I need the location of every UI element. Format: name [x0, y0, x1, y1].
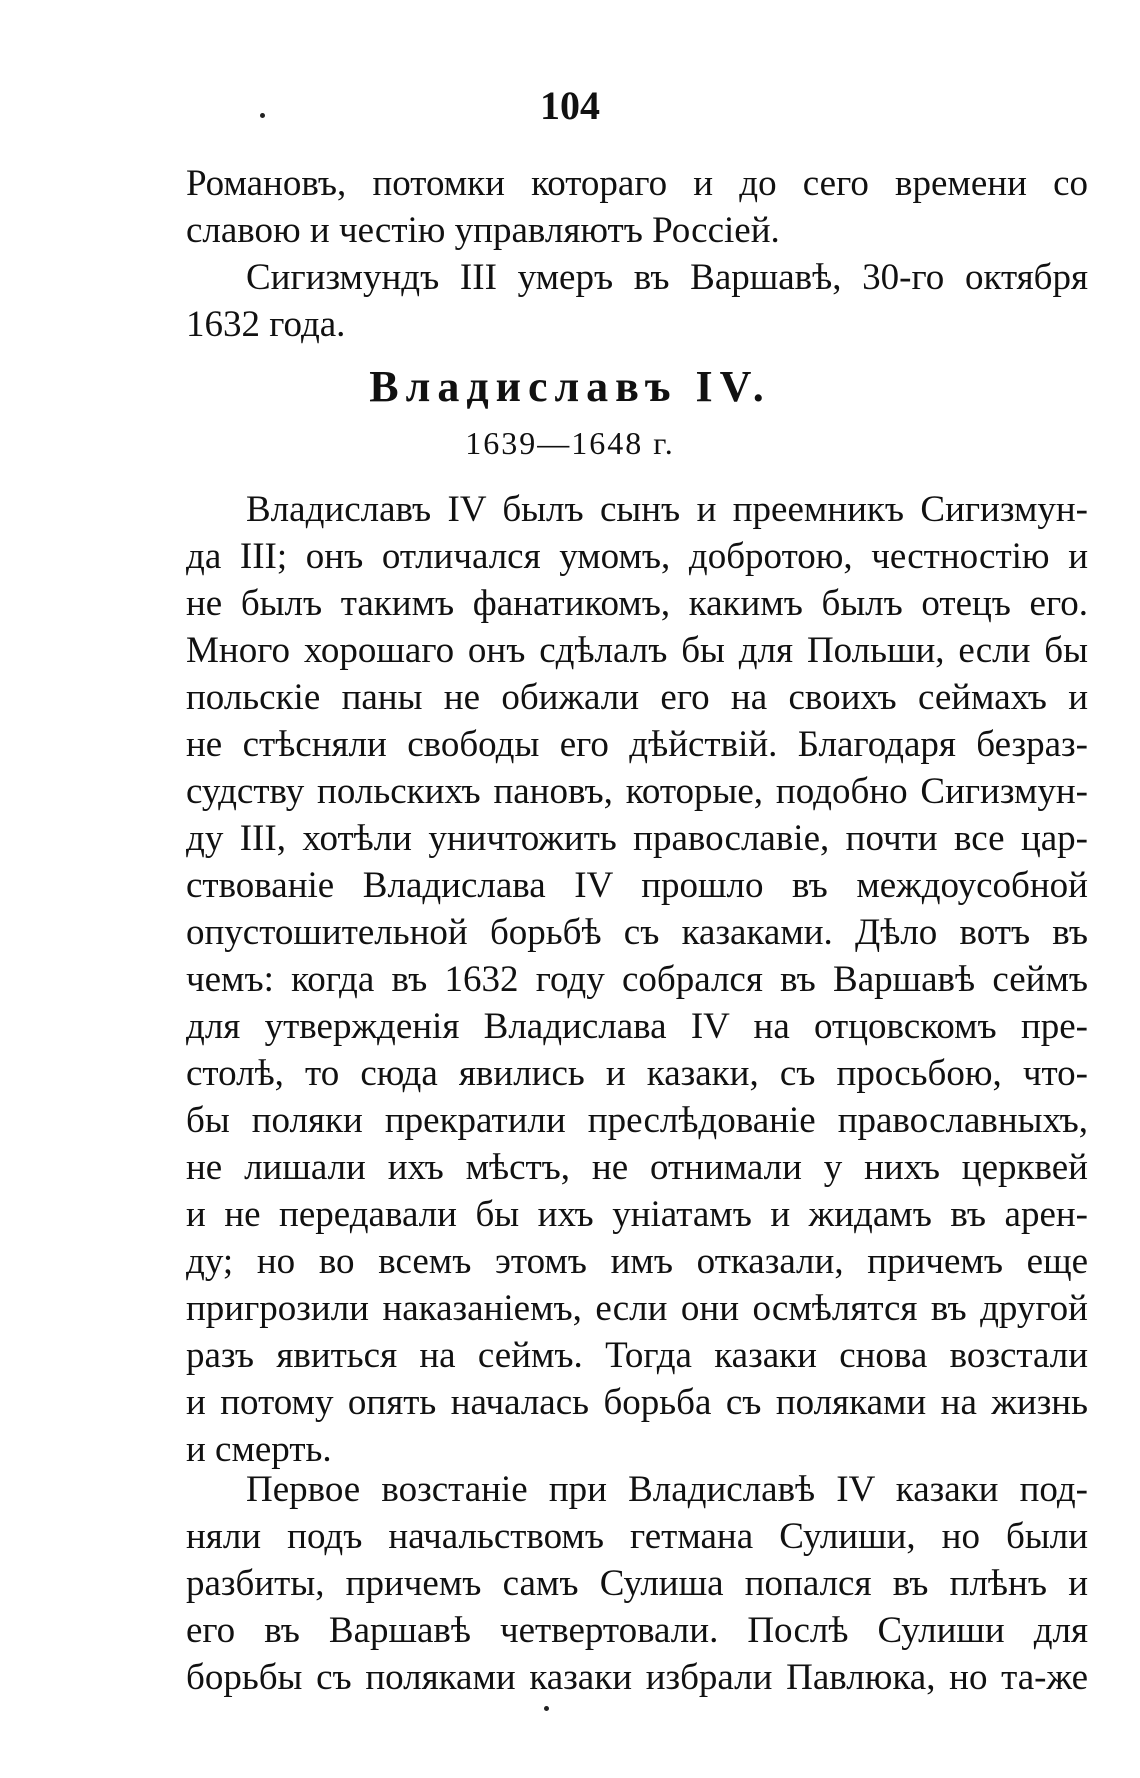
text-line: пригрозили наказаніемъ, если они осмѣлятся въ другой [186, 1288, 1088, 1329]
text-line: 1632 года. [186, 304, 346, 345]
text-line: не былъ такимъ фанатикомъ, какимъ былъ отецъ его. [186, 583, 1088, 624]
text-line: ствованіе Владислава IV прошло въ междоусобной [186, 865, 1088, 906]
text-line: и смерть. [186, 1429, 332, 1470]
section-years: 1639—1648 г. [465, 425, 675, 461]
text-line: его въ Варшавѣ четвертовали. Послѣ Сулиши для [186, 1610, 1088, 1651]
text-line: ду III, хотѣли уничтожить православіе, почти все цар- [186, 818, 1088, 859]
text-line: столѣ, то сюда явились и казаки, съ просьбою, что- [186, 1053, 1088, 1094]
text-line: не лишали ихъ мѣстъ, не отнимали у нихъ церквей [186, 1147, 1088, 1188]
text-line: да III; онъ отличался умомъ, добротою, честностію и [186, 536, 1088, 577]
print-speck [260, 113, 265, 118]
text-line: и не передавали бы ихъ уніатамъ и жидамъ въ арен- [186, 1194, 1088, 1235]
paragraph-2 [186, 1466, 1088, 1701]
text-line: Сигизмундъ III умеръ въ Варшавѣ, 30-го октября [246, 257, 1088, 298]
text-line: славою и честію управляютъ Россіей. [186, 210, 780, 251]
text-line: ду; но во всемъ этомъ имъ отказали, причемъ еще [186, 1241, 1088, 1282]
text-line: Владиславъ IV былъ сынъ и преемникъ Сигизмун- [246, 489, 1088, 530]
text-line: борьбы съ поляками казаки избрали Павлюка, но та-же [186, 1657, 1088, 1698]
text-line: польскіе паны не обижали его на своихъ сеймахъ и [186, 677, 1088, 718]
paragraph-1 [186, 486, 1088, 1473]
text-line: разъ явиться на сеймъ. Тогда казаки снова возстали [186, 1335, 1088, 1376]
text-line: чемъ: когда въ 1632 году собрался въ Варшавѣ сеймъ [186, 959, 1088, 1000]
text-line: Романовъ, потомки котораго и до сего времени со [186, 163, 1088, 204]
text-line: Первое возстаніе при Владиславѣ IV казаки под- [246, 1469, 1088, 1510]
text-line: не стѣсняли свободы его дѣйствій. Благодаря безраз- [186, 724, 1088, 765]
text-line: судству польскихъ пановъ, которые, подобно Сигизмун- [186, 771, 1088, 812]
intro-text [186, 160, 1088, 348]
print-speck [544, 1706, 549, 1711]
text-line: опустошительной борьбѣ съ казаками. Дѣло вотъ въ [186, 912, 1088, 953]
text-line: няли подъ начальствомъ гетмана Сулиши, но были [186, 1516, 1088, 1557]
section-title: Владиславъ IV. [369, 362, 771, 411]
text-line: бы поляки прекратили преслѣдованіе православныхъ, [186, 1100, 1088, 1141]
page-number: 104 [540, 83, 600, 128]
text-line: Много хорошаго онъ сдѣлалъ бы для Польши, если бы [186, 630, 1088, 671]
text-line: и потому опять началась борьба съ поляками на жизнь [186, 1382, 1088, 1423]
text-line: разбиты, причемъ самъ Сулиша попался въ плѣнъ и [186, 1563, 1088, 1604]
text-line: для утвержденія Владислава IV на отцовскомъ пре- [186, 1006, 1088, 1047]
